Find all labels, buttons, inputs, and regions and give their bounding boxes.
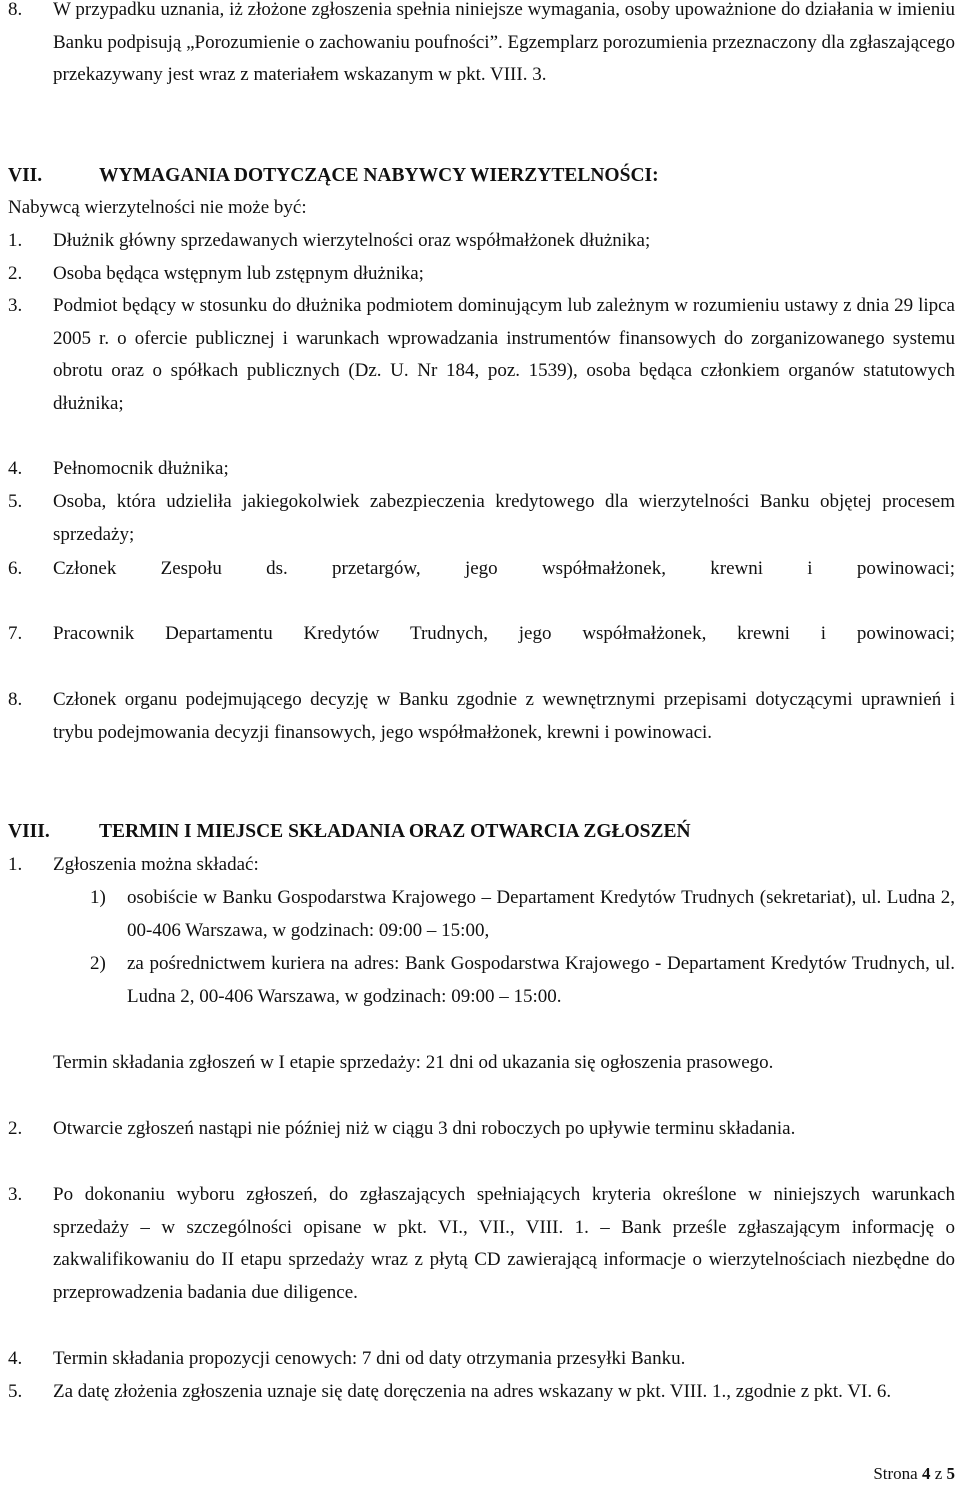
list-item	[8, 684, 955, 749]
list-number: 5.	[8, 491, 23, 512]
list-text: za pośrednictwem kuriera na adres: Bank Gospodarstwa Krajowego - Departament Kredytów Trudnych, ul. Ludna 2, 00-406 Warszawa, w godzinach: 09:00 – 15:00.	[127, 953, 955, 1007]
list-number: 4.	[8, 458, 23, 479]
list-item	[8, 553, 955, 586]
section-title: WYMAGANIA DOTYCZĄCE NABYWCY WIERZYTELNOŚCI:	[99, 165, 659, 186]
section-intro: Nabywcą wierzytelności nie może być:	[8, 197, 307, 218]
list-item	[8, 258, 955, 291]
list-text: Otwarcie zgłoszeń nastąpi nie później niż w ciągu 3 dni roboczych po upływie terminu składania.	[53, 1118, 796, 1139]
list-text: Osoba, która udzieliła jakiegokolwiek zabezpieczenia kredytowego dla wierzytelności Banku objętej procesem sprzedaży;	[53, 491, 955, 545]
sub-list-item	[90, 948, 955, 1013]
total-page-count: 5	[946, 1464, 955, 1483]
list-item	[8, 290, 955, 420]
list-item	[8, 0, 955, 92]
list-number: 2.	[8, 1118, 23, 1139]
list-text: Dłużnik główny sprzedawanych wierzytelności oraz współmałżonek dłużnika;	[53, 230, 651, 251]
list-item	[8, 1343, 955, 1376]
section-number: VII.	[8, 165, 43, 186]
list-text: Termin składania propozycji cenowych: 7 dni od daty otrzymania przesyłki Banku.	[53, 1348, 686, 1369]
page-separator: z	[934, 1464, 943, 1483]
list-text: Zgłoszenia można składać:	[53, 854, 259, 875]
list-number: 3.	[8, 1184, 23, 1205]
page-footer	[873, 1464, 955, 1484]
list-number: 2)	[90, 953, 106, 974]
section-number: VIII.	[8, 821, 50, 842]
list-item	[8, 453, 955, 486]
list-text: Pełnomocnik dłużnika;	[53, 458, 229, 479]
section-title: TERMIN I MIEJSCE SKŁADANIA ORAZ OTWARCIA ZGŁOSZEŃ	[99, 821, 691, 842]
sub-list-item	[90, 882, 955, 947]
list-text: Członek organu podejmującego decyzję w Banku zgodnie z wewnętrznymi przepisami dotyczącymi uprawnień i trybu podejmowania decyzji finansowych, jego współmałżonek, krewni i powinowaci.	[53, 689, 955, 743]
list-number: 1.	[8, 854, 23, 875]
list-item	[8, 1113, 955, 1146]
list-item	[8, 849, 955, 882]
list-item	[8, 618, 955, 651]
list-number: 1.	[8, 230, 23, 251]
list-text: Za datę złożenia zgłoszenia uznaje się datę doręczenia na adres wskazany w pkt. VIII. 1., zgodnie z pkt. VI. 6.	[53, 1381, 892, 1402]
list-number: 8.	[8, 689, 23, 710]
list-item	[8, 1376, 955, 1409]
list-number: 2.	[8, 263, 23, 284]
list-text: Podmiot będący w stosunku do dłużnika podmiotem dominującym lub zależnym w rozumieniu ustawy z dnia 29 lipca 2005 r. o ofercie publicznej i warunkach wprowadzania instrumentów finansowych do zorganizowanego systemu obrotu oraz o spółkach publicznych (Dz. U. Nr 184, poz. 1539), osoba będąca członkiem organów statutowych dłużnika;	[53, 295, 955, 414]
list-text: Pracownik Departamentu Kredytów Trudnych, jego współmałżonek, krewni i powinowaci;	[53, 623, 955, 644]
list-item	[8, 1179, 955, 1309]
list-number: 4.	[8, 1348, 23, 1369]
list-text: Członek Zespołu ds. przetargów, jego współmałżonek, krewni i powinowaci;	[53, 558, 955, 579]
page-label: Strona	[873, 1464, 918, 1483]
list-item	[8, 486, 955, 551]
list-number: 1)	[90, 887, 106, 908]
list-text: Po dokonaniu wyboru zgłoszeń, do zgłaszających spełniających kryteria określone w niniejszych warunkach sprzedaży – w szczególności opisane w pkt. VI., VII., VIII. 1. – Bank prześle zgłaszającym informację o zakwalifikowaniu do II etapu sprzedaży wraz z płytą CD zawierającą informacje o wierzytelnościach niezbędne do przeprowadzenia badania due diligence.	[53, 1184, 955, 1303]
list-number: 8.	[8, 0, 23, 20]
current-page-number: 4	[921, 1464, 931, 1483]
list-number: 7.	[8, 623, 23, 644]
list-text: Osoba będąca wstępnym lub zstępnym dłużnika;	[53, 263, 424, 284]
note-text: Termin składania zgłoszeń w I etapie sprzedaży: 21 dni od ukazania się ogłoszenia prasowego.	[53, 1052, 774, 1073]
list-item	[8, 225, 955, 258]
list-number: 3.	[8, 295, 23, 316]
deadline-note	[53, 1047, 955, 1080]
list-number: 6.	[8, 558, 23, 579]
list-text: osobiście w Banku Gospodarstwa Krajowego – Departament Kredytów Trudnych (sekretariat), ul. Ludna 2, 00-406 Warszawa, w godzinach: 09:00 – 15:00,	[127, 887, 955, 941]
list-number: 5.	[8, 1381, 23, 1402]
list-text: W przypadku uznania, iż złożone zgłoszenia spełnia niniejsze wymagania, osoby upoważnione do działania w imieniu Banku podpisują „Porozumienie o zachowaniu poufności”. Egzemplarz porozumienia przeznaczony dla zgłaszającego przekazywany jest wraz z materiałem wskazanym w pkt. VIII. 3.	[53, 0, 955, 85]
